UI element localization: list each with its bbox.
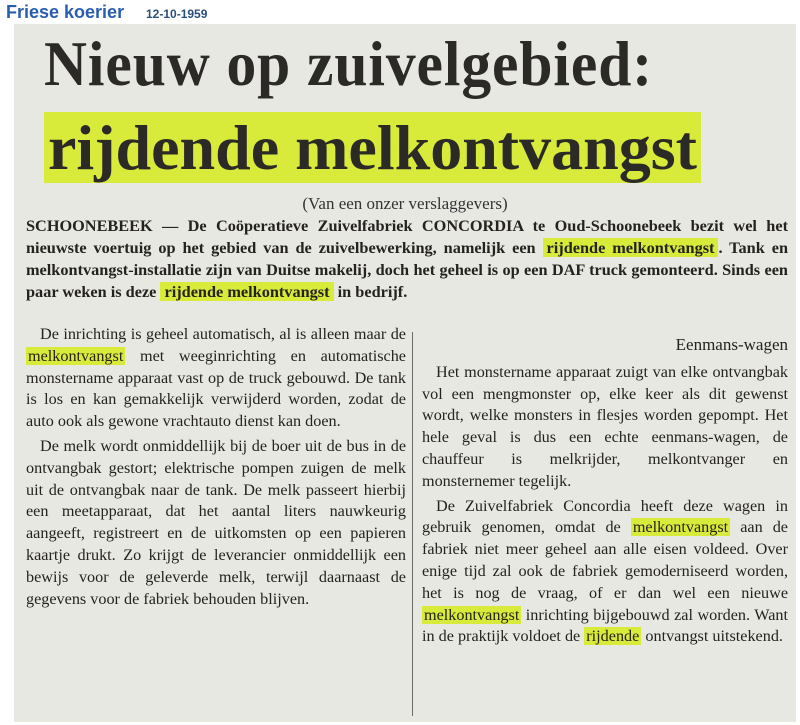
headline-highlight: rijdende melkontvangst <box>44 112 701 183</box>
intro-text-3: in bedrijf. <box>333 282 408 301</box>
left-column <box>26 324 406 613</box>
intro-text-1: — De Coöperatieve Zuivelfabriek CONCORDIA te Oud-Schoonebeek bezit wel het nieuwste voertuig op het gebied van de zuivelbewerking, namelijk een <box>26 216 788 257</box>
right-p2-highlight-1: melkontvangst <box>632 518 729 537</box>
intro-highlight-2: rijdende melkontvangst <box>160 282 333 301</box>
left-p1-highlight: melkontvangst <box>28 346 124 365</box>
left-p1-text-b: met weeginrichting en automatische monstername apparaat vast op de truck gebouwd. De tank is los en kan gemakkelijk verwijderd worden, zodat de auto ook als gewone vrachtauto dienst kan doen. <box>26 346 406 431</box>
right-paragraph-2 <box>422 496 788 649</box>
dateline: SCHOONEBEEK <box>26 216 153 235</box>
publication-name: Friese koerier <box>6 2 125 22</box>
headline-line-1: Nieuw op zuivelgebied: <box>44 28 654 99</box>
right-p2-highlight-2: melkontvangst <box>424 605 520 624</box>
intro-highlight-1: rijdende melkontvangst <box>543 238 719 257</box>
left-p1-text-a: De inrichting is geheel automatisch, al is alleen maar de <box>40 325 406 343</box>
right-p2-text-c: inrichting bijgebouwd zal worden. Want in de praktijk voldoet de <box>422 605 788 646</box>
right-p2-text-b: aan de fabriek niet meer geheel aan alle eisen voldeed. Over enige tijd zal ook de fabriek gemoderniseerd worden, het is nog de vraag, of er dan wel een nieuwe <box>422 518 788 602</box>
publication-date: 12-10-1959 <box>146 7 208 21</box>
right-p2-text-d: ontvangst uitstekend. <box>641 627 783 646</box>
right-column <box>422 324 788 651</box>
intro-paragraph <box>26 215 788 303</box>
right-paragraph-1: Het monstername apparaat zuigt van elke ontvangbak vol een mengmonster op, elke keer als dit gewenst wordt, welke monsters in flesjes worden gepompt. Het hele geval is dus een echte eenmans-wagen, de chauffeur is melkrijder, melkontvanger en monsternemer tegelijk. <box>422 362 788 490</box>
column-divider <box>412 332 413 716</box>
left-paragraph-2: De melk wordt onmiddellijk bij de boer uit de bus in de ontvangbak gestort; elektrische pompen zuigen de melk uit de ontvangbak naar de tank. De melk passeert hierbij een meetapparaat, dat het aantal liters nauwkeurig aangeeft, registreert en de uitkomsten op een papieren kaartje drukt. Zo krijgt de leverancier onmiddellijk een bewijs voor de geleverde melk, terwijl daarnaast de gegevens voor de fabriek behouden blijven. <box>26 436 406 608</box>
right-p2-highlight-3: rijdende <box>586 627 640 646</box>
byline: (Van een onzer verslaggevers) <box>302 194 508 213</box>
clipping-header <box>0 0 800 26</box>
newspaper-clipping <box>14 24 796 722</box>
headline-line-2 <box>44 112 701 184</box>
subheading: Eenmans-wagen <box>675 335 788 354</box>
right-p2-text-a: De Zuivelfabriek Concordia heeft deze wagen in gebruik genomen, omdat de <box>422 496 788 537</box>
left-paragraph-1 <box>26 324 406 433</box>
intro-text-2: . Tank en melkontvangst-installatie zijn van Duitse makelij, doch het geheel is op een DAF truck gemonteerd. Sinds een paar weken is deze <box>26 238 788 301</box>
